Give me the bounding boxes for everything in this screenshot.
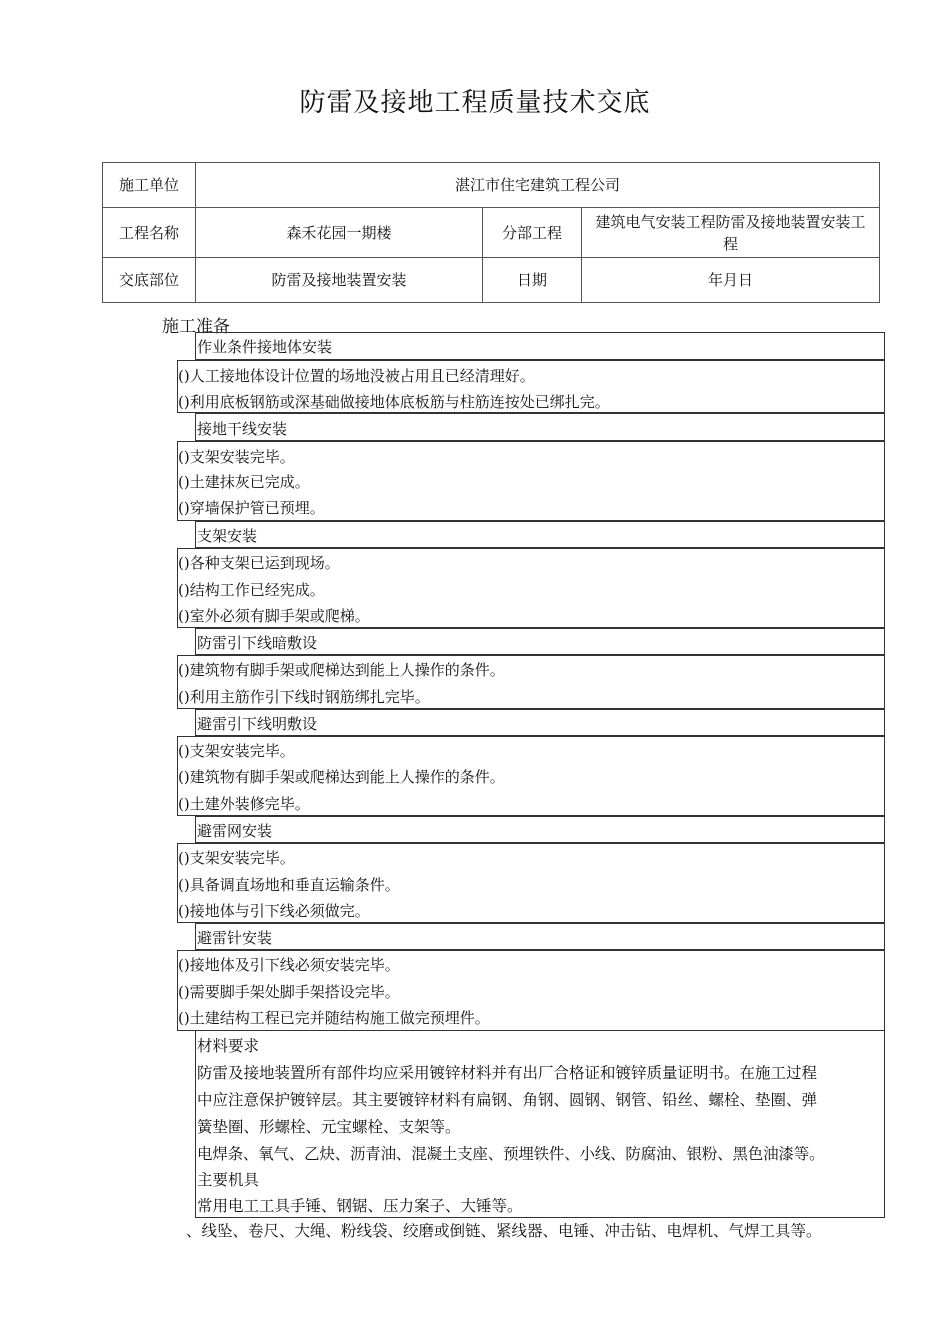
list-item: ()各种支架已运到现场。 [178,554,340,572]
header-row-project [103,208,880,258]
project-label: 工程名称 [103,208,196,258]
document-title: 防雷及接地工程质量技术交底 [299,88,651,118]
list-item: ()接地体与引下线必须做完。 [178,902,370,920]
group-heading: 避雷针安装 [197,929,273,947]
group-heading: 避雷引下线明敷设 [197,715,318,733]
list-item: ()利用底板钢筋或深基础做接地体底板筋与柱筋连按处已绑扎完。 [178,393,610,411]
materials-line: 中应注意保护镀锌层。其主要镀锌材料有扁钢、角钢、圆钢、钢管、铅丝、螺栓、垫圈、弹 [197,1091,818,1109]
division-value: 建筑电气安装工程防雷及接地装置安装工程 [582,208,880,258]
group-heading: 支架安装 [197,527,258,545]
part-value: 防雷及接地装置安装 [196,258,483,303]
date-label: 日期 [483,258,582,303]
group-heading-box [195,413,885,441]
list-item: ()利用主筋作引下线时钢筋绑扎完毕。 [178,688,430,706]
group-heading-box [195,816,885,843]
list-item: ()土建抹灰已完成。 [178,473,310,491]
list-item: ()建筑物有脚手架或爬梯达到能上人操作的条件。 [178,768,505,786]
materials-line: 防雷及接地装置所有部件均应采用镀锌材料并有出厂合格证和镀锌质量证明书。在施工过程 [197,1064,818,1082]
group-heading: 作业条件接地体安装 [197,338,333,356]
group-heading-box [195,521,885,548]
unit-value: 湛江市住宅建筑工程公司 [196,163,880,208]
list-item: ()人工接地体设计位置的场地没被占用且已经清理好。 [178,367,535,385]
project-value: 森禾花园一期楼 [196,208,483,258]
list-item: ()具备调直场地和垂直运输条件。 [178,876,400,894]
header-row-part [103,258,880,303]
materials-heading: 材料要求 [197,1037,260,1055]
tools-heading: 主要机具 [197,1171,260,1189]
header-table [102,162,880,303]
group-heading-box [195,923,885,950]
list-item: ()支架安装完毕。 [178,448,295,466]
list-item: ()土建结构工程已完并随结构施工做完预埋件。 [178,1009,490,1027]
header-row-unit [103,163,880,208]
list-item: ()室外必须有脚手架或爬梯。 [178,607,370,625]
list-item: ()需要脚手架处脚手架搭设完毕。 [178,983,400,1001]
list-item: ()支架安装完毕。 [178,849,295,867]
materials-line: 电焊条、氧气、乙炔、沥青油、混凝土支座、预埋铁件、小线、防腐油、银粉、黑色油漆等。 [197,1145,825,1163]
tools-line: 常用电工工具手锤、钢锯、压力案子、大锤等。 [197,1197,523,1215]
list-item: ()土建外装修完毕。 [178,795,310,813]
section-title: 施工准备 [162,317,230,337]
tools-line: 、线坠、卷尺、大绳、粉线袋、绞磨或倒链、紧线器、电锤、冲击钻、电焊机、气焊工具等。 [186,1222,822,1240]
group-heading: 接地干线安装 [197,420,288,438]
list-item: ()支架安装完毕。 [178,742,295,760]
list-item: ()接地体及引下线必须安装完毕。 [178,956,400,974]
group-heading: 防雷引下线暗敷设 [197,634,318,652]
unit-label: 施工单位 [103,163,196,208]
date-value: 年月日 [582,258,880,303]
part-label: 交底部位 [103,258,196,303]
materials-line: 簧垫圈、形螺栓、元宝螺栓、支架等。 [197,1118,461,1136]
division-label: 分部工程 [483,208,582,258]
list-item: ()结构工作已经宪成。 [178,581,325,599]
group-heading: 避雷网安装 [197,822,273,840]
list-item: ()建筑物有脚手架或爬梯达到能上人操作的条件。 [178,661,505,679]
list-item: ()穿墙保护管已预埋。 [178,499,325,517]
